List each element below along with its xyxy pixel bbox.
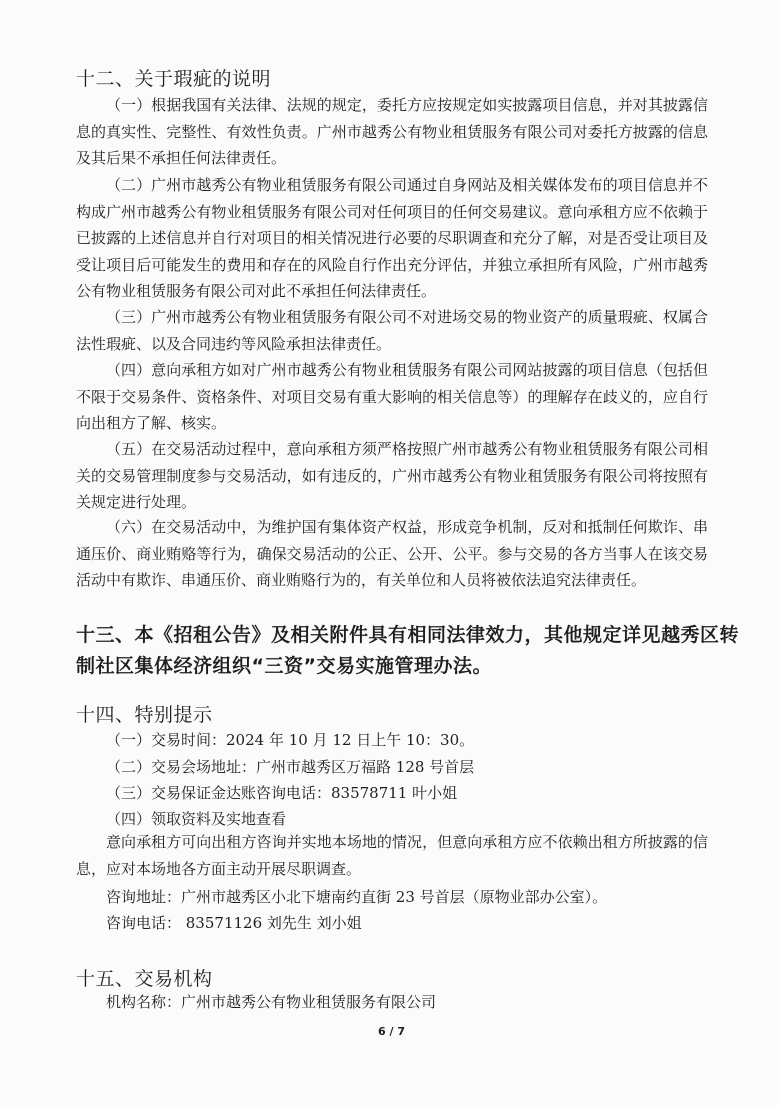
section-15-org: 机构名称：广州市越秀公有物业租赁服务有限公司 xyxy=(106,993,437,1011)
section-14-item-4: （四）领取资料及实地查看 xyxy=(106,810,287,828)
section-14-phone: 咨询电话： 83571126 刘先生 刘小姐 xyxy=(106,914,362,932)
section-14-item-1: （一）交易时间：2024 年 10 月 12 日上午 10：30。 xyxy=(106,731,475,749)
section-12-paragraph-3: （三）广州市越秀公有物业租赁服务有限公司不对进场交易的物业资产的质量瑕疵、权属合法性瑕疵、以及合同违约等风险承担法律责任。 xyxy=(76,308,708,353)
section-12-paragraph-1: （一）根据我国有关法律、法规的规定，委托方应按规定如实披露项目信息，并对其披露信息的真实性、完整性、有效性负责。广州市越秀公有物业租赁服务有限公司对委托方披露的信息及其后果不承担任何法律责任。 xyxy=(76,96,708,167)
section-14-address: 咨询地址：广州市越秀区小北下塘南约直街 23 号首层（原物业部办公室）。 xyxy=(106,888,608,906)
section-13-line-1: 十三、本《招租公告》及相关附件具有相同法律效力，其他规定详见越秀区转 xyxy=(76,624,740,646)
section-14-note: 意向承租方可向出租方咨询并实地本场地的情况，但意向承租方应不依赖出租方所披露的信息，应对本场地各方面主动开展尽职调查。 xyxy=(76,833,708,878)
section-14-item-3: （三）交易保证金达账咨询电话：83578711 叶小姐 xyxy=(106,784,458,802)
section-12-paragraph-5: （五）在交易活动过程中，意向承租方须严格按照广州市越秀公有物业租赁服务有限公司相关的交易管理制度参与交易活动，如有违反的，广州市越秀公有物业租赁服务有限公司将按照有关规定进行处理。 xyxy=(76,440,708,511)
page-number: 6 / 7 xyxy=(378,1025,405,1038)
section-12-paragraph-2: （二）广州市越秀公有物业租赁服务有限公司通过自身网站及相关媒体发布的项目信息并不构成广州市越秀公有物业租赁服务有限公司对任何项目的任何交易建议。意向承租方应不依赖于已披露的上述信息并自行对项目的相关情况进行必要的尽职调查和充分了解，对是否受让项目及受让项目后可能发生的费用和存在的风险自行作出充分评估，并独立承担所有风险，广州市越秀公有物业租赁服务有限公司对此不承担任何法律责任。 xyxy=(76,176,708,300)
section-15-title: 十五、交易机构 xyxy=(76,968,213,990)
section-13-line-2: 制社区集体经济组织“三资”交易实施管理办法。 xyxy=(76,655,492,677)
section-12-title: 十二、关于瑕疵的说明 xyxy=(76,68,272,90)
section-12-paragraph-4: （四）意向承租方如对广州市越秀公有物业租赁服务有限公司网站披露的项目信息（包括但不限于交易条件、资格条件、对项目交易有重大影响的相关信息等）的理解存在歧义的，应自行向出租方了解、核实。 xyxy=(76,361,708,432)
section-14-title: 十四、特别提示 xyxy=(76,704,213,726)
section-14-item-2: （二）交易会场地址：广州市越秀区万福路 128 号首层 xyxy=(106,758,475,776)
section-12-paragraph-6: （六）在交易活动中，为维护国有集体资产权益，形成竞争机制，反对和抵制任何欺诈、串通压价、商业贿赂等行为，确保交易活动的公正、公开、公平。参与交易的各方当事人在该交易活动中有欺诈、串通压价、商业贿赂行为的，有关单位和人员将被依法追究法律责任。 xyxy=(76,518,708,589)
